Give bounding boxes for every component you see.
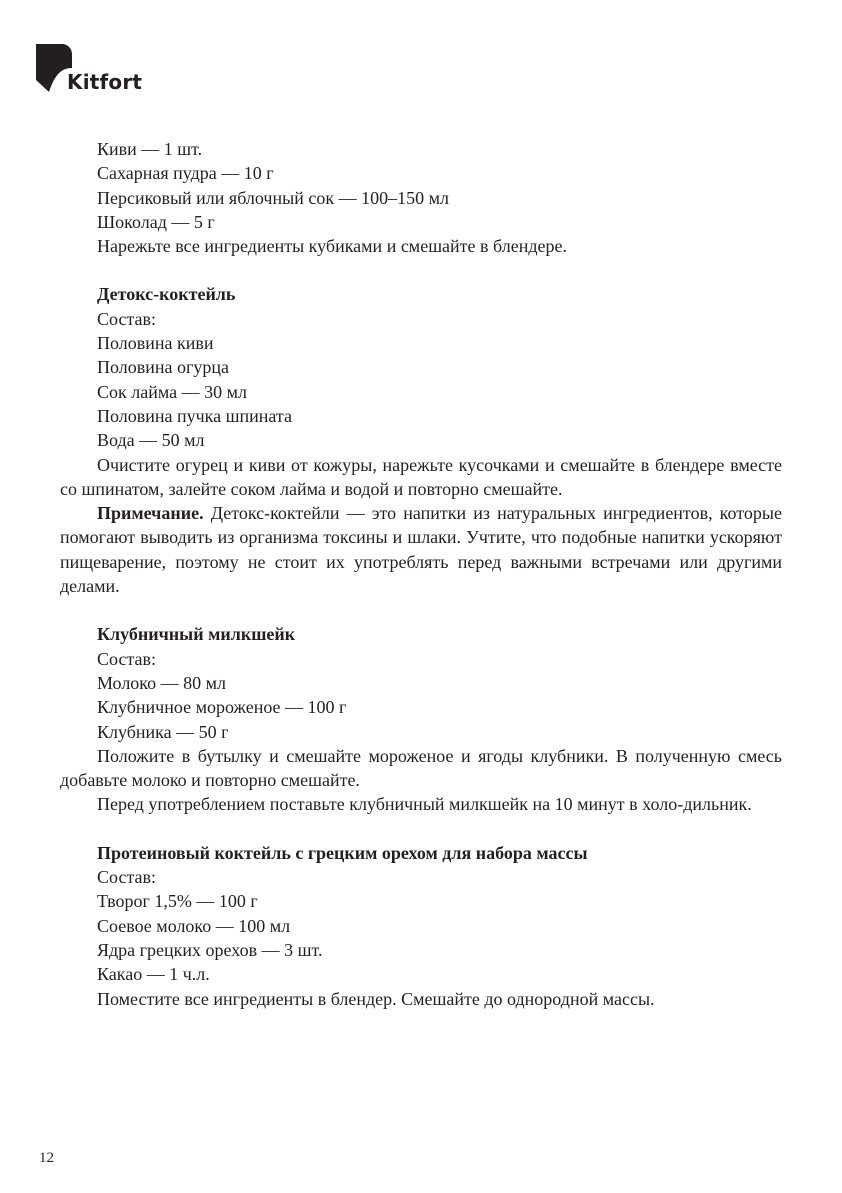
ingredient-line: Молоко — 80 мл [97,672,227,693]
ingredients-label: Состав: [97,867,157,888]
instruction-paragraph: Очистите огурец и киви от кожуры, нарежьте кусочками и смешайте в блендере вместе со шпинатом, залейте соком лайма и водой и повторно смешайте. [60,454,782,499]
ingredient-line: Ядра грецких орехов — 3 шт. [97,939,323,960]
ingredient-line: Клубника — 50 г [97,721,229,742]
ingredient-line: Вода — 50 мл [97,430,205,451]
ingredient-line: Киви — 1 шт. [97,139,203,159]
ingredient-line: Творог 1,5% — 100 г [97,891,258,912]
recipe-content [60,137,782,1011]
ingredient-line: Половина огурца [97,357,230,378]
recipe-title-milkshake: Клубничный милкшейк [97,624,296,645]
ingredient-line: Сок лайма — 30 мл [97,381,247,402]
instruction-paragraph: Положите в бутылку и смешайте мороженое и ягоды клубники. В полученную смесь добавьте молоко и повторно смешайте. [60,745,782,791]
ingredient-line: Шоколад — 5 г [97,211,215,232]
ingredient-line: Половина пучка шпината [97,405,293,426]
ingredient-line: Какао — 1 ч.л. [97,964,210,985]
instruction-paragraph: Перед употреблением поставьте клубничный милкшейк на 10 минут в холо-дильник. [97,794,752,815]
instruction-paragraph: Поместите все ингредиенты в блендер. Смешайте до однородной массы. [97,988,655,1009]
ingredient-line: Половина киви [97,333,214,354]
brand-name: Kitfort [67,70,143,94]
recipe-title-protein: Протеиновый коктейль с грецким орехом для набора массы [97,842,588,863]
instruction-line: Нарежьте все ингредиенты кубиками и смешайте в блендере. [97,236,567,257]
ingredient-line: Клубничное мороженое — 100 г [97,697,347,718]
ingredients-label: Состав: [97,648,157,669]
note-label: Примечание. [97,503,204,524]
page-number: 12 [39,1150,54,1166]
note-text: Детокс-коктейли — это напитки из натуральных ингредиентов, которые помогают выводить из организма токсины и шлаки. Учтите, что подобные напитки ускоряют пищеварение, поэтому не стоит их употреблять перед важными встречами или другими делами. [60,503,782,597]
ingredient-line: Персиковый или яблочный сок — 100–150 мл [97,187,449,208]
ingredient-line: Соевое молоко — 100 мл [97,915,291,936]
recipe-title-detox: Детокс-коктейль [97,284,236,305]
note-paragraph [60,501,782,598]
ingredients-label: Состав: [97,308,157,329]
ingredient-line: Сахарная пудра — 10 г [97,163,274,184]
